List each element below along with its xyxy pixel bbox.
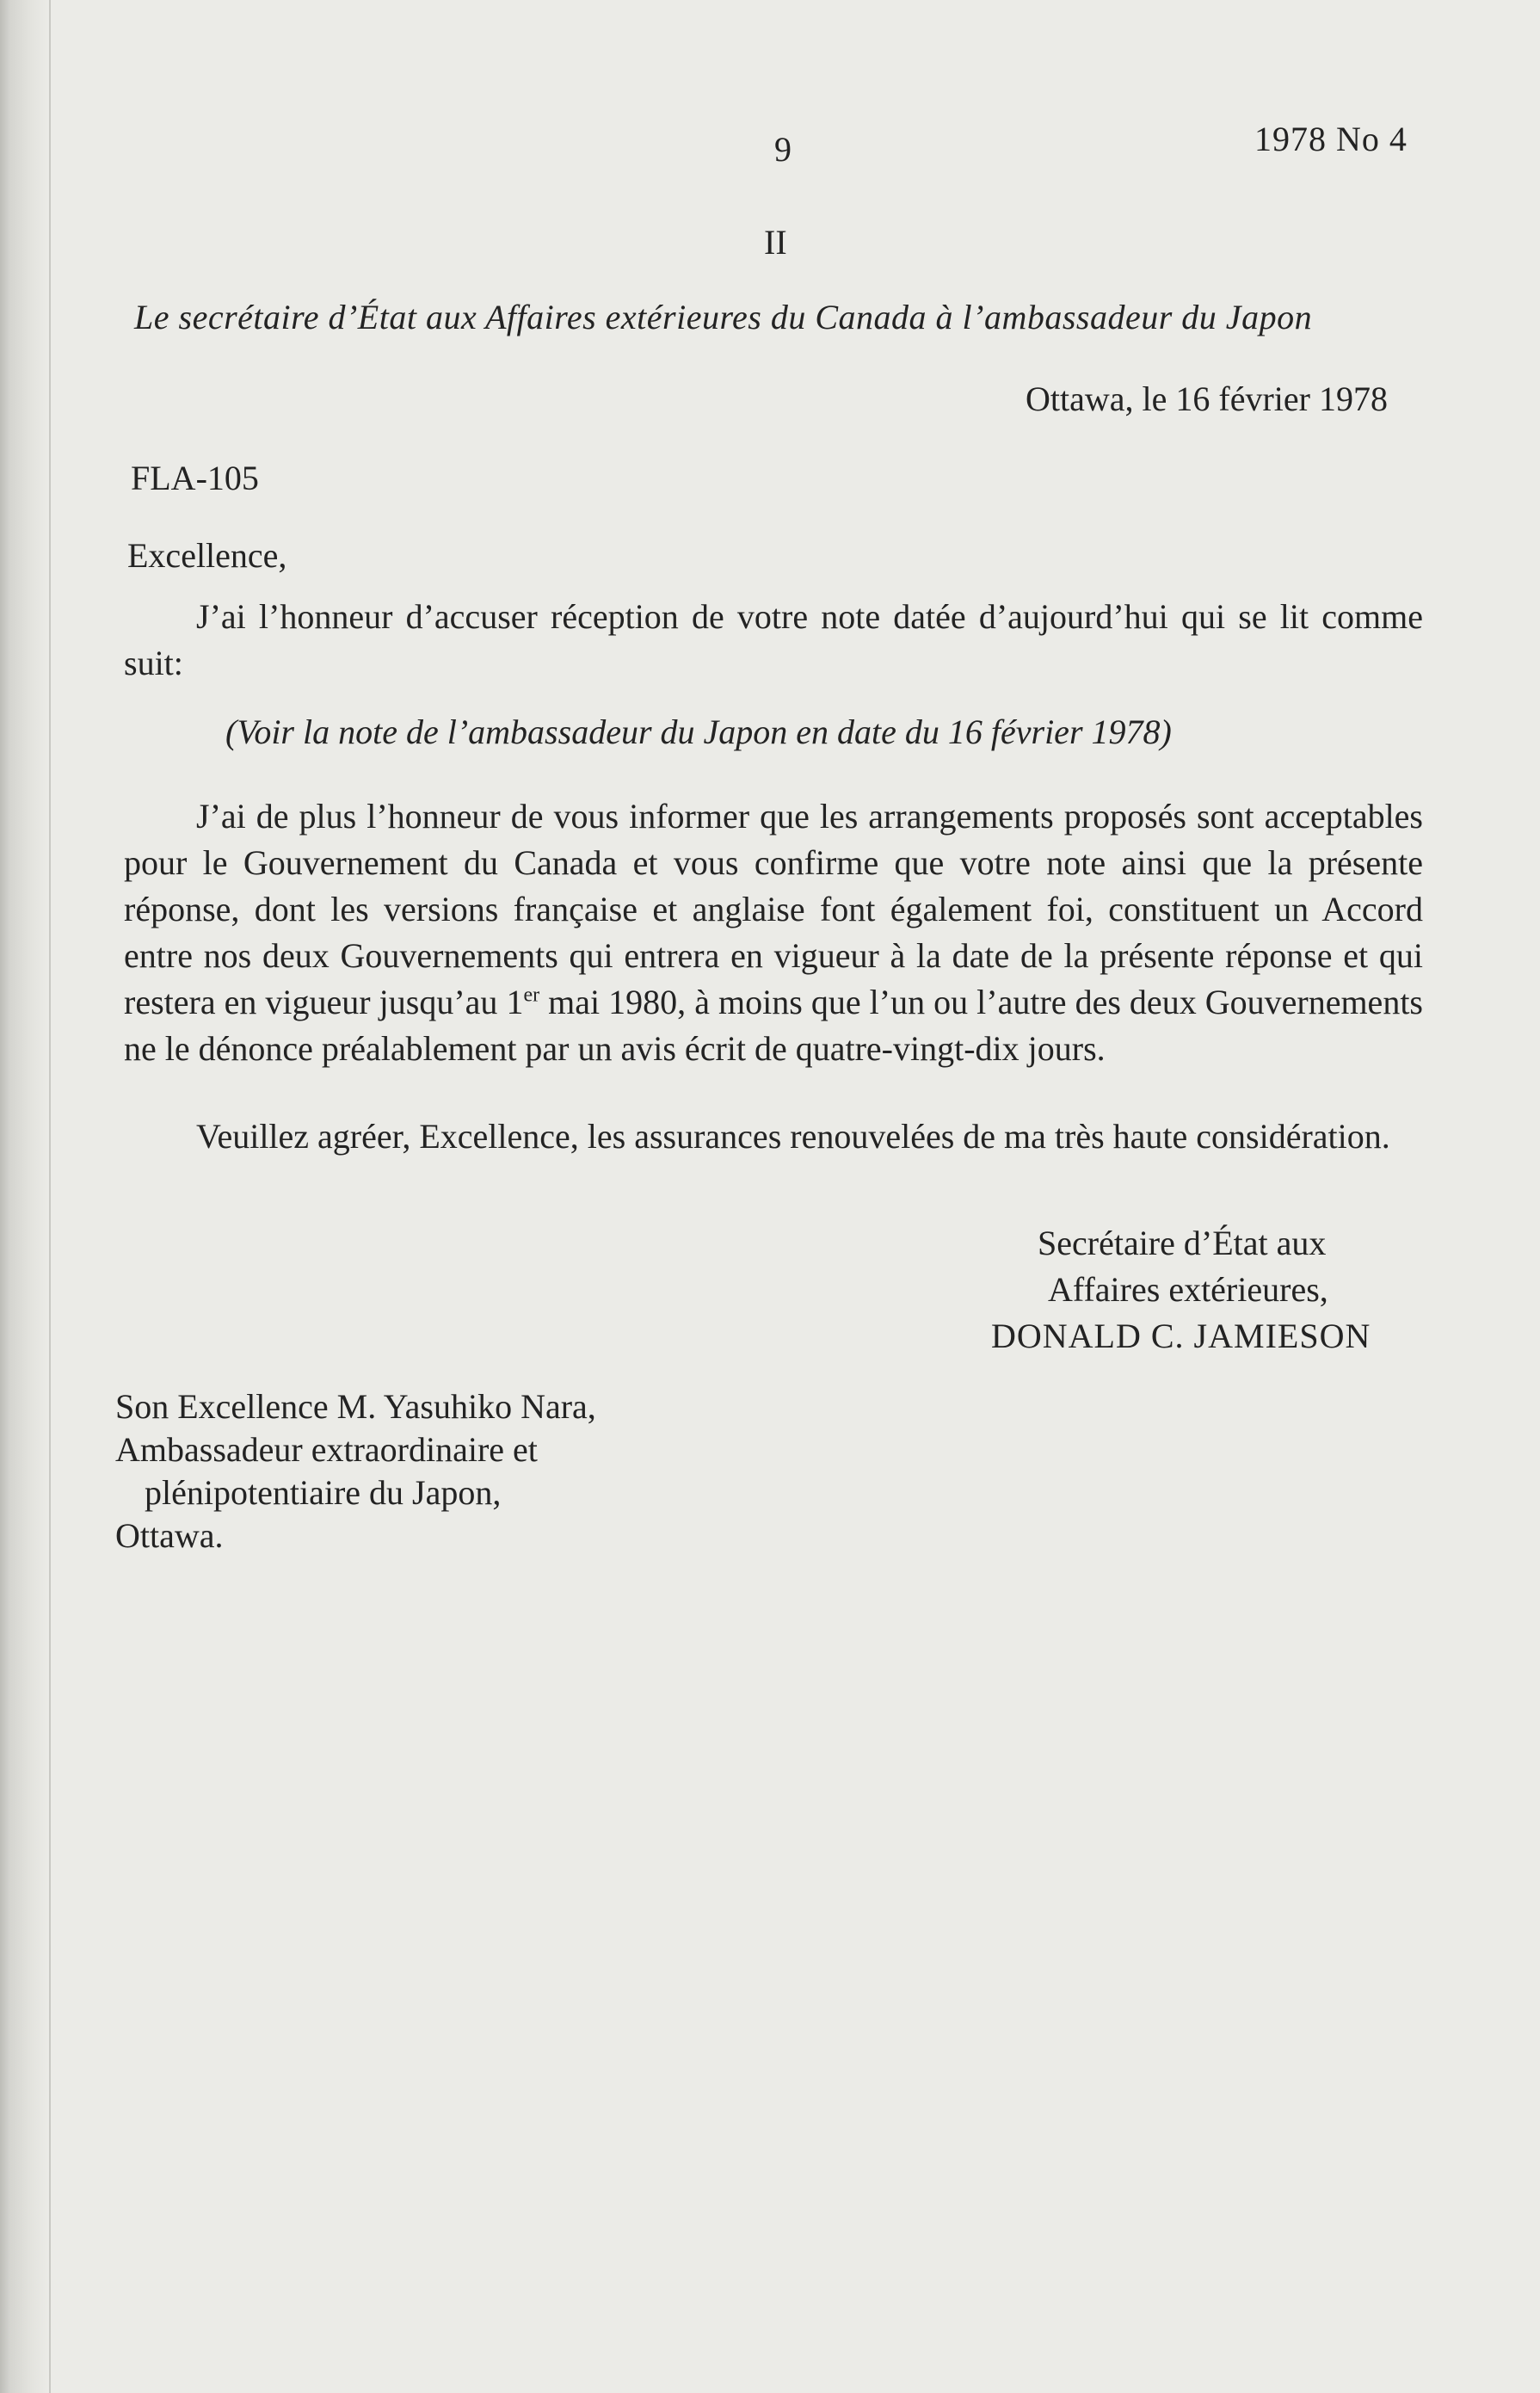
page-binding-shadow [0, 0, 48, 2393]
addressee-line-3: plénipotentiaire du Japon, [145, 1473, 502, 1512]
paragraph-agreement-text-2: mai 1980, à moins que l’un ou l’autre des deux Gouvernements ne le dénonce préalablement par un avis écrit de quatre-vingt-dix jours. [124, 983, 1423, 1068]
letter-reference: FLA-105 [131, 459, 259, 497]
letter-salutation: Excellence, [127, 536, 287, 575]
page-binding-line [49, 0, 51, 2393]
quoted-note-reference: (Voir la note de l’ambassadeur du Japon en date du 16 février 1978) [225, 712, 1172, 751]
paragraph-agreement-text-1: J’ai de plus l’honneur de vous informer que les arrangements proposés sont acceptables pour le Gouvernement du Canada et vous confirme que votre note ainsi que la présente réponse, dont les versions française et anglaise font également foi, constituent un Accord entre nos deux Gouvernements qui entrera en vigueur à la date de la présente réponse et qui restera en vigueur jusqu’au 1 [124, 797, 1423, 1021]
addressee-line-1: Son Excellence M. Yasuhiko Nara, [115, 1387, 596, 1426]
signature-block [991, 1220, 1371, 1360]
signature-title-1: Secrétaire d’État aux [1038, 1224, 1327, 1262]
paragraph-closing: Veuillez agréer, Excellence, les assurances renouvelées de ma très haute considération. [196, 1117, 1390, 1156]
signature-name: DONALD C. JAMIESON [991, 1317, 1371, 1355]
letter-date: Ottawa, le 16 février 1978 [1026, 379, 1388, 418]
signature-title-2: Affaires extérieures, [1048, 1270, 1328, 1309]
paragraph-agreement [124, 793, 1423, 1072]
series-reference: 1978 No 4 [1254, 120, 1408, 158]
addressee-block [115, 1385, 596, 1557]
ordinal-superscript: er [523, 984, 540, 1007]
letter-heading: Le secrétaire d’État aux Affaires extérieures du Canada à l’ambassadeur du Japon [134, 298, 1313, 336]
page-number: 9 [774, 130, 792, 169]
addressee-line-2: Ambassadeur extraordinaire et [115, 1430, 538, 1469]
section-number: II [764, 223, 787, 262]
addressee-line-4: Ottawa. [115, 1516, 224, 1555]
paragraph-acknowledgement: J’ai l’honneur d’accuser réception de votre note datée d’aujourd’hui qui se lit comme suit: [124, 597, 1423, 682]
